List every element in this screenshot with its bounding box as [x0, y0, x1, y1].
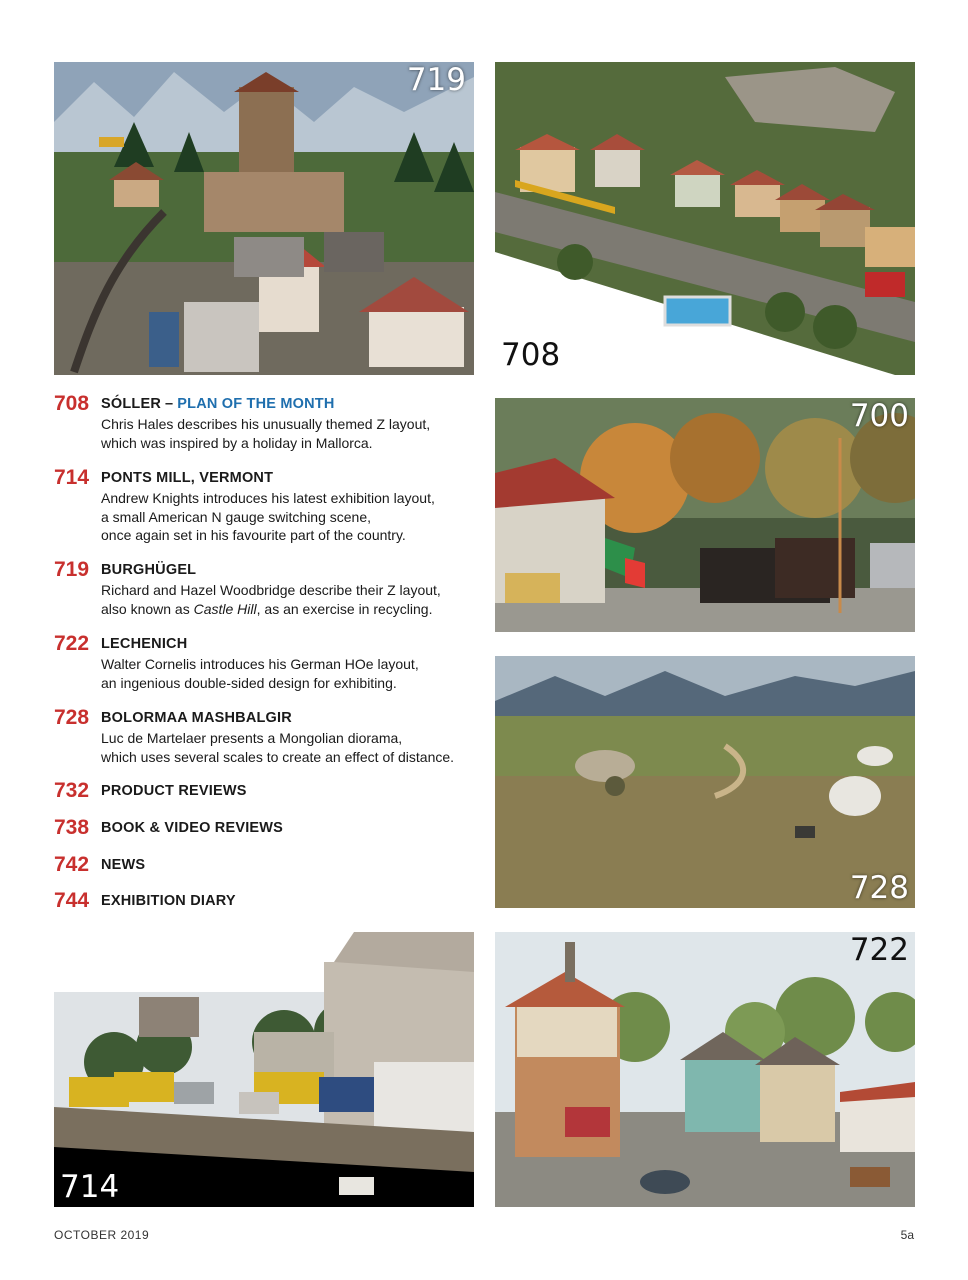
photo-label: 719 — [406, 62, 466, 98]
photo-label: 722 — [849, 932, 909, 968]
toc-description-line: which uses several scales to create an effect of distance. — [101, 748, 455, 765]
toc-description-line: which was inspired by a holiday in Mallorca. — [101, 434, 373, 451]
toc-emphasis: Castle Hill — [193, 600, 257, 617]
toc-title: PRODUCT REVIEWS — [101, 783, 247, 799]
toc-title: LECHENICH — [101, 636, 188, 652]
toc-title: BOOK & VIDEO REVIEWS — [101, 820, 284, 836]
toc-page-number: 719 — [54, 558, 90, 581]
footer-date: OCTOBER 2019 — [54, 1228, 150, 1242]
photo-label: 728 — [849, 870, 909, 906]
toc-page-number: 732 — [54, 779, 90, 802]
toc-page-number: 744 — [54, 889, 90, 912]
toc-text: also known as — [101, 600, 194, 617]
photo-label: 700 — [849, 398, 909, 434]
toc-text: , as an exercise in recycling. — [256, 600, 433, 617]
photo-714 — [54, 932, 474, 1207]
toc-description-line: Luc de Martelaer presents a Mongolian diorama, — [101, 730, 403, 746]
toc-page-number: 728 — [54, 706, 90, 729]
toc-description — [101, 489, 435, 545]
toc-page-number: 742 — [54, 853, 90, 876]
toc-description — [101, 729, 454, 766]
toc-description-line: once again set in his favourite part of the country. — [101, 527, 406, 543]
toc-description-line: Andrew Knights introduces his latest exhibition layout, — [101, 490, 435, 506]
toc-description — [101, 581, 441, 618]
toc-title: PONTS MILL, VERMONT — [101, 470, 274, 486]
toc-title: BURGHÜGEL — [101, 562, 197, 578]
photo-722 — [495, 932, 915, 1207]
toc-page-number: 714 — [54, 466, 90, 489]
photo-728 — [495, 656, 915, 908]
toc-page-number: 738 — [54, 816, 90, 839]
toc-description-line: Walter Cornelis introduces his German HOe layout, — [101, 656, 419, 672]
photo-719 — [54, 62, 474, 375]
toc-page-number: 708 — [54, 392, 90, 415]
photo-label: 708 — [501, 337, 561, 373]
toc-separator: – — [165, 396, 174, 412]
toc-description — [101, 655, 419, 692]
toc-description-line: a small American N gauge switching scene, — [101, 508, 372, 525]
photo-label: 714 — [60, 1169, 120, 1205]
toc-page-number: 722 — [54, 632, 90, 655]
toc-tag: PLAN OF THE MONTH — [177, 396, 335, 412]
footer-page-number: 5a — [900, 1228, 914, 1242]
toc-description — [101, 415, 430, 452]
toc-description-line: an ingenious double-sided design for exhibiting. — [101, 674, 397, 691]
toc-description-line — [101, 600, 441, 619]
toc-description-line: Chris Hales describes his unusually themed Z layout, — [101, 416, 431, 432]
photo-700 — [495, 398, 915, 632]
toc-description-line: Richard and Hazel Woodbridge describe their Z layout, — [101, 582, 441, 598]
photo-708 — [495, 62, 915, 375]
toc-title: EXHIBITION DIARY — [101, 893, 236, 909]
toc-title: NEWS — [101, 857, 146, 873]
toc-title-text: SÓLLER — [101, 396, 162, 412]
toc-title: BOLORMAA MASHBALGIR — [101, 710, 292, 726]
toc-title — [101, 396, 335, 412]
